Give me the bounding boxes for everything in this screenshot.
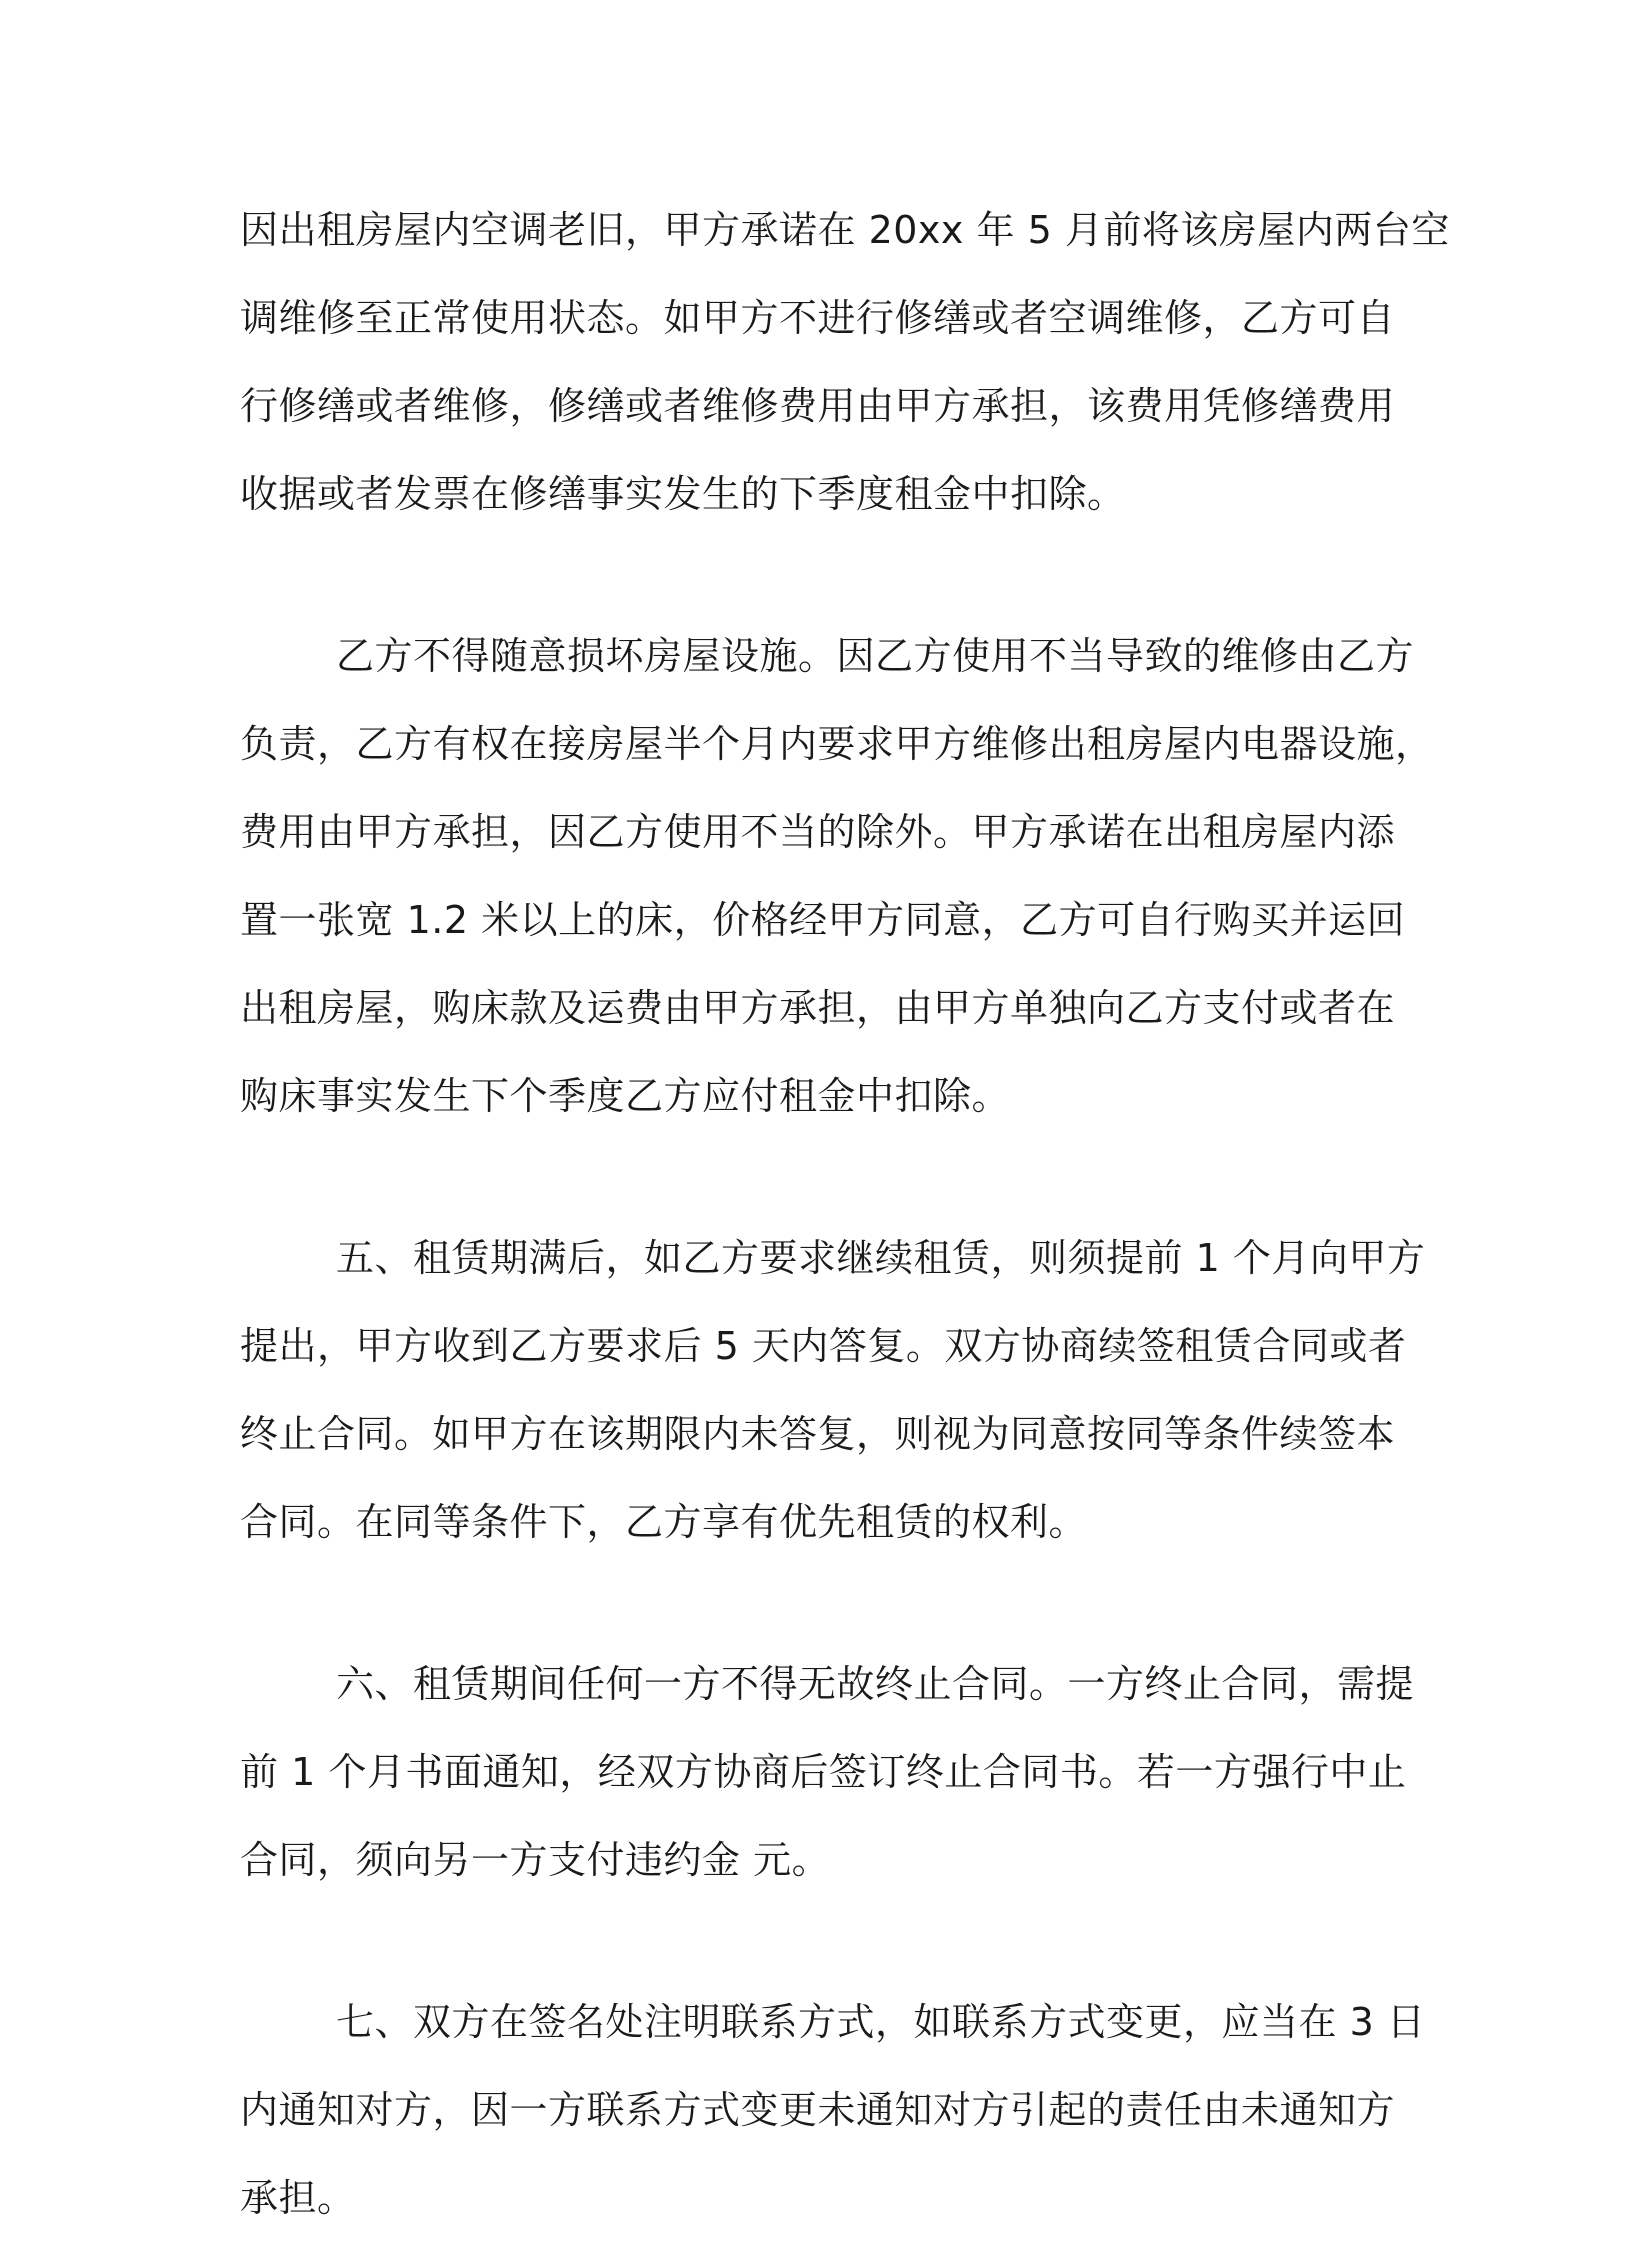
text-line: 负责，乙方有权在接房屋半个月内要求甲方维修出租房屋内电器设施， [240, 722, 1434, 766]
paragraph-air-conditioner-repair [240, 186, 1450, 538]
text-line: 出租房屋，购床款及运费由甲方承担，由甲方单独向乙方支付或者在 [240, 986, 1396, 1030]
text-line: 费用由甲方承担，因乙方使用不当的除外。甲方承诺在出租房屋内添 [240, 810, 1396, 854]
text-line: 收据或者发票在修缮事实发生的下季度租金中扣除。 [240, 472, 1126, 516]
text-line: 内通知对方，因一方联系方式变更未通知对方引起的责任由未通知方 [240, 2088, 1396, 2132]
paragraph-spacer [240, 1566, 1400, 1640]
text-line: 行修缮或者维修，修缮或者维修费用由甲方承担，该费用凭修缮费用 [240, 384, 1396, 428]
paragraph-spacer [240, 538, 1400, 612]
document-body [240, 186, 1450, 2242]
text-line: 合同，须向另一方支付违约金 元。 [240, 1838, 831, 1882]
paragraph-clause-5-renewal [240, 1214, 1426, 1566]
paragraph-spacer [240, 1904, 1400, 1978]
paragraph-spacer [240, 1140, 1400, 1214]
paragraph-clause-7-contact [240, 1978, 1426, 2242]
paragraph-clause-6-termination [240, 1640, 1415, 1904]
text-line: 六、租赁期间任何一方不得无故终止合同。一方终止合同，需提 [336, 1662, 1415, 1706]
text-line: 承担。 [240, 2176, 356, 2220]
text-line: 购床事实发生下个季度乙方应付租金中扣除。 [240, 1074, 1011, 1118]
paragraph-facility-damage [240, 612, 1434, 1140]
text-line: 乙方不得随意损坏房屋设施。因乙方使用不当导致的维修由乙方 [336, 634, 1415, 678]
text-line: 因出租房屋内空调老旧，甲方承诺在 20xx 年 5 月前将该房屋内两台空 [240, 208, 1450, 252]
text-line: 七、双方在签名处注明联系方式，如联系方式变更，应当在 3 日 [336, 2000, 1426, 2044]
text-line: 终止合同。如甲方在该期限内未答复，则视为同意按同等条件续签本 [240, 1412, 1396, 1456]
text-line: 前 1 个月书面通知，经双方协商后签订终止合同书。若一方强行中止 [240, 1750, 1407, 1794]
text-line: 提出，甲方收到乙方要求后 5 天内答复。双方协商续签租赁合同或者 [240, 1324, 1407, 1368]
text-line: 调维修至正常使用状态。如甲方不进行修缮或者空调维修，乙方可自 [240, 296, 1396, 340]
text-line: 合同。在同等条件下，乙方享有优先租赁的权利。 [240, 1500, 1088, 1544]
text-line: 五、租赁期满后，如乙方要求继续租赁，则须提前 1 个月向甲方 [336, 1236, 1426, 1280]
text-line: 置一张宽 1.2 米以上的床，价格经甲方同意，乙方可自行购买并运回 [240, 898, 1406, 942]
